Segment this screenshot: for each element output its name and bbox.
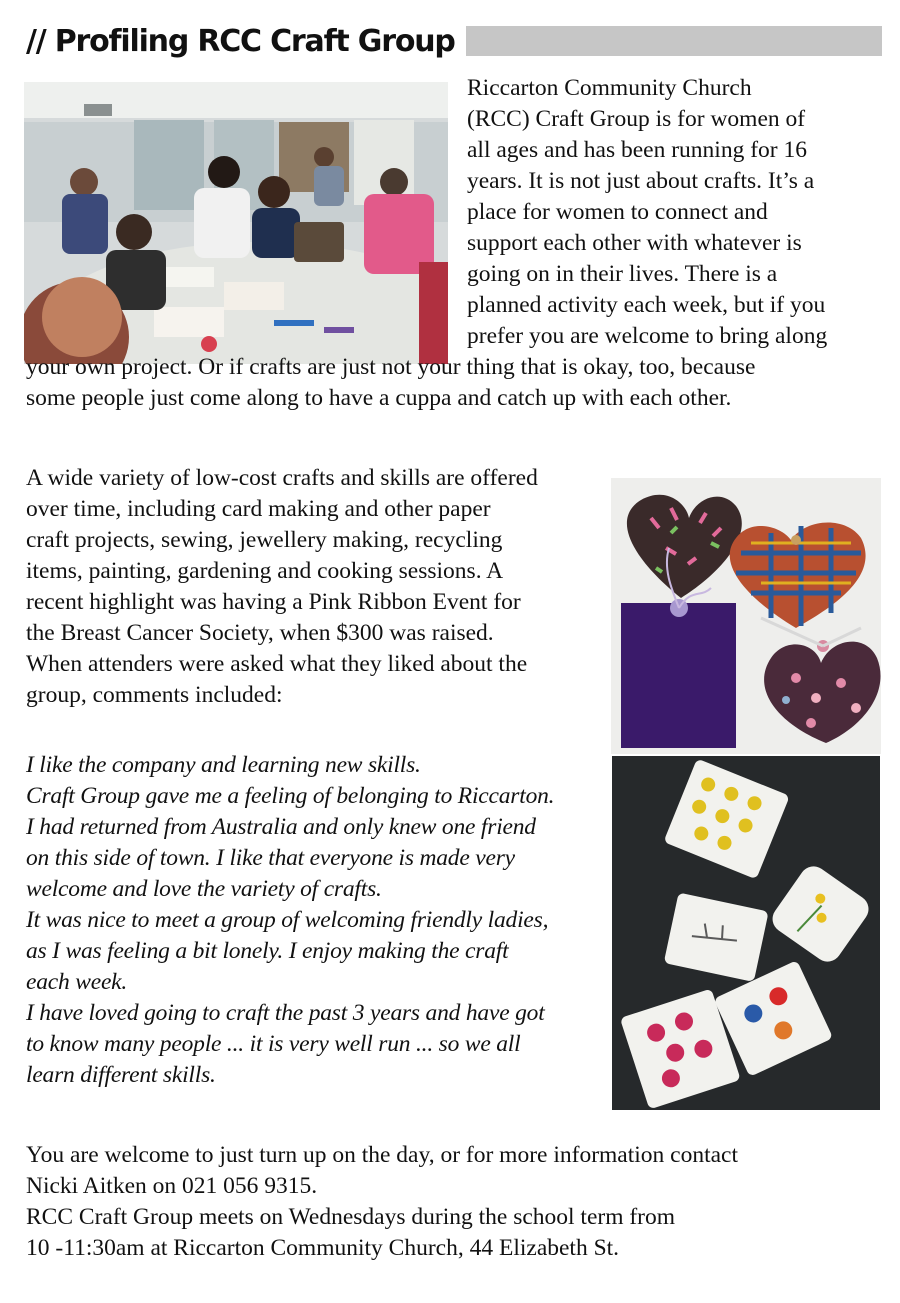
- text-line: over time, including card making and other paper: [26, 496, 491, 522]
- text-line: all ages and has been running for 16: [467, 137, 807, 163]
- quote-line: I had returned from Australia and only knew one friend: [26, 814, 536, 840]
- intro-paragraph: [26, 73, 828, 414]
- text-line: the Breast Cancer Society, when $300 was raised.: [26, 620, 494, 646]
- quote-line: each week.: [26, 969, 128, 995]
- text-line: your own project. Or if crafts are just not your thing that is okay, too, because: [26, 354, 756, 380]
- text-line: (RCC) Craft Group is for women of: [467, 106, 806, 132]
- quote-line: Craft Group gave me a feeling of belonging to Riccarton.: [26, 783, 555, 809]
- text-line: Riccarton Community Church: [467, 75, 752, 101]
- text-line: craft projects, sewing, jewellery making, recycling: [26, 527, 503, 553]
- text-line: RCC Craft Group meets on Wednesdays during the school term from: [26, 1204, 676, 1230]
- text-line: planned activity each week, but if you: [467, 292, 826, 318]
- quote-line: I have loved going to craft the past 3 years and have got: [26, 1000, 545, 1026]
- text-line: recent highlight was having a Pink Ribbon Event for: [26, 589, 521, 615]
- text-line: going on in their lives. There is a: [467, 261, 778, 287]
- title-slashes: //: [26, 24, 46, 59]
- text-line: prefer you are welcome to bring along: [467, 323, 828, 349]
- article-header: [26, 20, 882, 64]
- contact-paragraph: [26, 1140, 738, 1264]
- text-line: some people just come along to have a cuppa and catch up with each other.: [26, 385, 732, 411]
- craft-group-photo: [24, 82, 448, 364]
- member-quotes: [26, 750, 554, 1091]
- text-line: items, painting, gardening and cooking sessions. A: [26, 558, 504, 584]
- title-bar-decoration: [466, 26, 882, 56]
- text-line: A wide variety of low-cost crafts and skills are offered: [26, 465, 538, 491]
- text-line: 10 -11:30am at Riccarton Community Church, 44 Elizabeth St.: [26, 1235, 620, 1261]
- activities-paragraph: [26, 463, 538, 711]
- quote-line: I like the company and learning new skills.: [26, 752, 421, 778]
- quote-line: learn different skills.: [26, 1062, 216, 1088]
- text-line: When attenders were asked what they liked about the: [26, 651, 528, 677]
- painted-dishes-photo: [612, 756, 880, 1110]
- article-title: [26, 24, 455, 59]
- text-line: place for women to connect and: [467, 199, 768, 225]
- title-label: Profiling RCC Craft Group: [54, 24, 455, 59]
- quote-line: It was nice to meet a group of welcoming friendly ladies,: [26, 907, 549, 933]
- quote-line: welcome and love the variety of crafts.: [26, 876, 382, 902]
- text-line: support each other with whatever is: [467, 230, 802, 256]
- quote-line: to know many people ... it is very well run ... so we all: [26, 1031, 521, 1057]
- text-line: group, comments included:: [26, 682, 283, 708]
- text-line: Nicki Aitken on 021 056 9315.: [26, 1173, 318, 1199]
- quote-line: as I was feeling a bit lonely. I enjoy making the craft: [26, 938, 509, 964]
- quote-line: on this side of town. I like that everyone is made very: [26, 845, 515, 871]
- text-line: You are welcome to just turn up on the day, or for more information contact: [26, 1142, 739, 1168]
- text-line: years. It is not just about crafts. It’s a: [467, 168, 815, 194]
- fabric-hearts-photo: [611, 478, 881, 754]
